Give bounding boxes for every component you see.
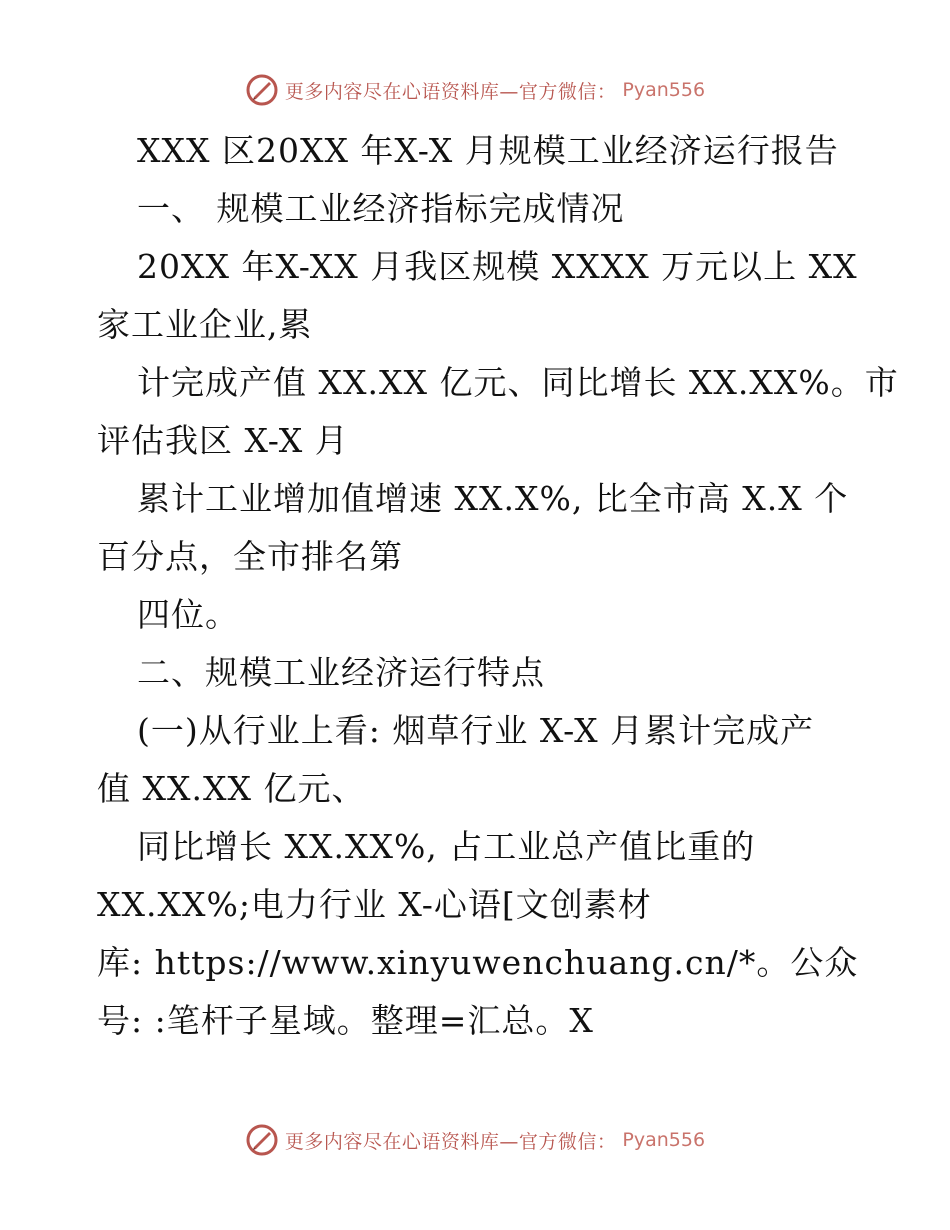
paragraph-line: 四位。 bbox=[137, 595, 239, 634]
paragraph-line: (一)从行业上看: 烟草行业 X-X 月累计完成产 bbox=[137, 711, 815, 750]
watermark-text: 更多内容尽在心语资料库—官方微信： bbox=[284, 80, 617, 103]
paragraph-line: 库: https://www.xinyuwenchuang.cn/*。公众 bbox=[97, 943, 859, 982]
section-heading-2: 二、规模工业经济运行特点 bbox=[137, 653, 545, 692]
paragraph-line: 20XX 年X-XX 月我区规模 XXXX 万元以上 XX bbox=[137, 247, 858, 286]
paragraph-line: 值 XX.XX 亿元、 bbox=[97, 769, 366, 808]
paragraph-line: 百分点，全市排名第 bbox=[97, 537, 403, 576]
section-heading-1: 一、 规模工业经济指标完成情况 bbox=[137, 189, 625, 228]
paragraph-line: 同比增长 XX.XX%, 占工业总产值比重的 bbox=[137, 827, 756, 866]
paragraph-line: XX.XX%;电力行业 X-心语[文创素材 bbox=[97, 885, 652, 924]
document-body bbox=[97, 122, 899, 1050]
paragraph-line: 评估我区 X-X 月 bbox=[97, 421, 349, 460]
paragraph-line: 号: :笔杆子星域。整理=汇总。X bbox=[97, 1001, 594, 1040]
paragraph-line: 累计工业增加值增速 XX.X%, 比全市高 X.X 个 bbox=[137, 479, 849, 518]
quill-logo-icon bbox=[245, 1123, 279, 1157]
header-watermark bbox=[0, 70, 950, 110]
paragraph-line: 计完成产值 XX.XX 亿元、同比增长 XX.XX%。市 bbox=[137, 363, 899, 402]
watermark-text: 更多内容尽在心语资料库—官方微信： bbox=[284, 1130, 617, 1153]
paragraph-line: 家工业企业,累 bbox=[97, 305, 313, 344]
watermark-wechat-id: Pyan556 bbox=[622, 1129, 706, 1151]
watermark-wechat-id: Pyan556 bbox=[622, 79, 706, 101]
quill-logo-icon bbox=[245, 73, 279, 107]
footer-watermark bbox=[0, 1120, 950, 1160]
document-title: XXX 区20XX 年X-X 月规模工业经济运行报告 bbox=[137, 131, 839, 170]
